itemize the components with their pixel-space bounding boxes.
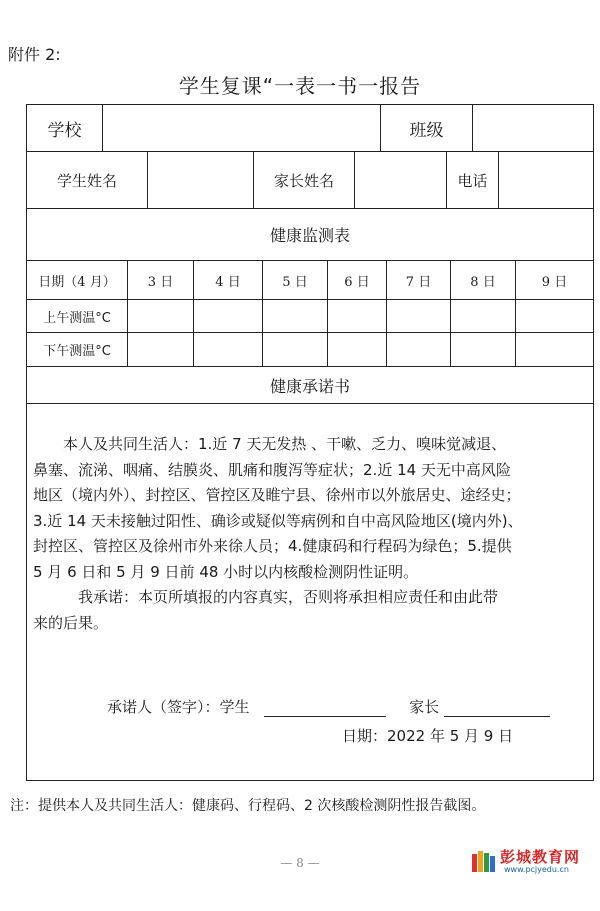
school-label: 学校 — [27, 105, 103, 151]
parent-name-field[interactable] — [355, 152, 447, 208]
pledge-line: 本人及共同生活人：1.近 7 天无发热 、干嗽、乏力、嗅味觉减退、 — [63, 435, 507, 453]
promise-line: 来的后果。 — [33, 613, 109, 632]
date-col-5: 5 日 — [263, 261, 328, 299]
afternoon-temp-row — [27, 333, 593, 367]
date-col-6: 6 日 — [328, 261, 387, 299]
pledge-line: 地区（境内外）、封控区、管控区及睢宁县、徐州市以外旅居史、途经史； — [33, 486, 521, 504]
parent-signature-label: 家长 — [409, 698, 440, 716]
parent-name-label: 家长姓名 — [254, 152, 355, 208]
pledge-line: 封控区、管控区及徐州市外来徐人员；4.健康码和行程码为绿色；5.提供 — [33, 537, 512, 555]
temp-cell[interactable] — [516, 300, 593, 332]
pledge-title: 健康承诺书 — [27, 367, 593, 404]
page-title: 学生复课“一表一书一报告 — [178, 74, 422, 98]
temp-cell[interactable] — [128, 300, 194, 332]
afternoon-temp-label: 下午测温°C — [27, 333, 128, 366]
attachment-label: 附件 2: — [8, 45, 61, 64]
temp-cell[interactable] — [194, 300, 263, 332]
signer-label: 承诺人（签字）：学生 — [107, 698, 250, 716]
temp-cell[interactable] — [516, 333, 593, 366]
temp-cell[interactable] — [387, 300, 451, 332]
student-name-field[interactable] — [148, 152, 254, 208]
date-col-3: 3 日 — [128, 261, 194, 299]
temp-cell[interactable] — [451, 300, 516, 332]
parent-signature-field[interactable] — [444, 700, 550, 717]
pledge-line: 鼻塞、流涕、咽痛、结膜炎、肌痛和腹泻等症状；2.近 14 天无中高风险 — [33, 460, 511, 479]
temp-cell[interactable] — [128, 333, 194, 366]
morning-temp-row — [27, 300, 593, 333]
temp-cell[interactable] — [263, 300, 328, 332]
watermark-url: www.pcjyedu.cn — [504, 865, 569, 874]
pledge-line: 5 月 6 日和 5 月 9 日前 48 小时以内核酸检测阴性证明。 — [33, 562, 419, 581]
school-field[interactable] — [103, 105, 381, 151]
promise-line: 我承诺：本页所填报的内容真实，否则将承担相应责任和由此带 — [78, 588, 499, 606]
page-number: — 8 — — [280, 856, 320, 870]
report-form — [26, 104, 594, 781]
temp-cell[interactable] — [387, 333, 451, 366]
names-row — [27, 152, 593, 209]
pledge-line: 3.近 14 天未接触过阳性、确诊或疑似等病例和自中高风险地区(境内外)、 — [33, 511, 523, 530]
temp-cell[interactable] — [328, 333, 387, 366]
school-class-row — [27, 105, 593, 152]
date-header-row — [27, 261, 593, 300]
date-col-7: 7 日 — [387, 261, 451, 299]
class-field[interactable] — [473, 105, 593, 151]
class-label: 班级 — [381, 105, 473, 151]
phone-label: 电话 — [447, 152, 499, 208]
student-name-label: 学生姓名 — [27, 152, 148, 208]
temp-cell[interactable] — [451, 333, 516, 366]
date-header: 日期（4 月） — [27, 261, 128, 299]
pledge-body — [33, 432, 587, 636]
books-icon — [470, 848, 498, 874]
watermark-name: 彭城教育网 — [500, 848, 581, 866]
pledge-date: 日期：2022 年 5 月 9 日 — [342, 727, 514, 745]
temp-cell[interactable] — [194, 333, 263, 366]
signature-row — [107, 696, 550, 717]
temp-cell[interactable] — [263, 333, 328, 366]
phone-field[interactable] — [499, 152, 593, 208]
date-col-4: 4 日 — [194, 261, 263, 299]
health-table-title: 健康监测表 — [27, 209, 593, 261]
morning-temp-label: 上午测温°C — [27, 300, 128, 332]
footnote: 注：提供本人及共同生活人：健康码、行程码、2 次核酸检测阴性报告截图。 — [10, 798, 486, 814]
date-col-8: 8 日 — [451, 261, 516, 299]
date-col-9: 9 日 — [541, 274, 568, 290]
temp-cell[interactable] — [328, 300, 387, 332]
student-signature-field[interactable] — [264, 700, 386, 717]
watermark-logo — [470, 846, 598, 876]
